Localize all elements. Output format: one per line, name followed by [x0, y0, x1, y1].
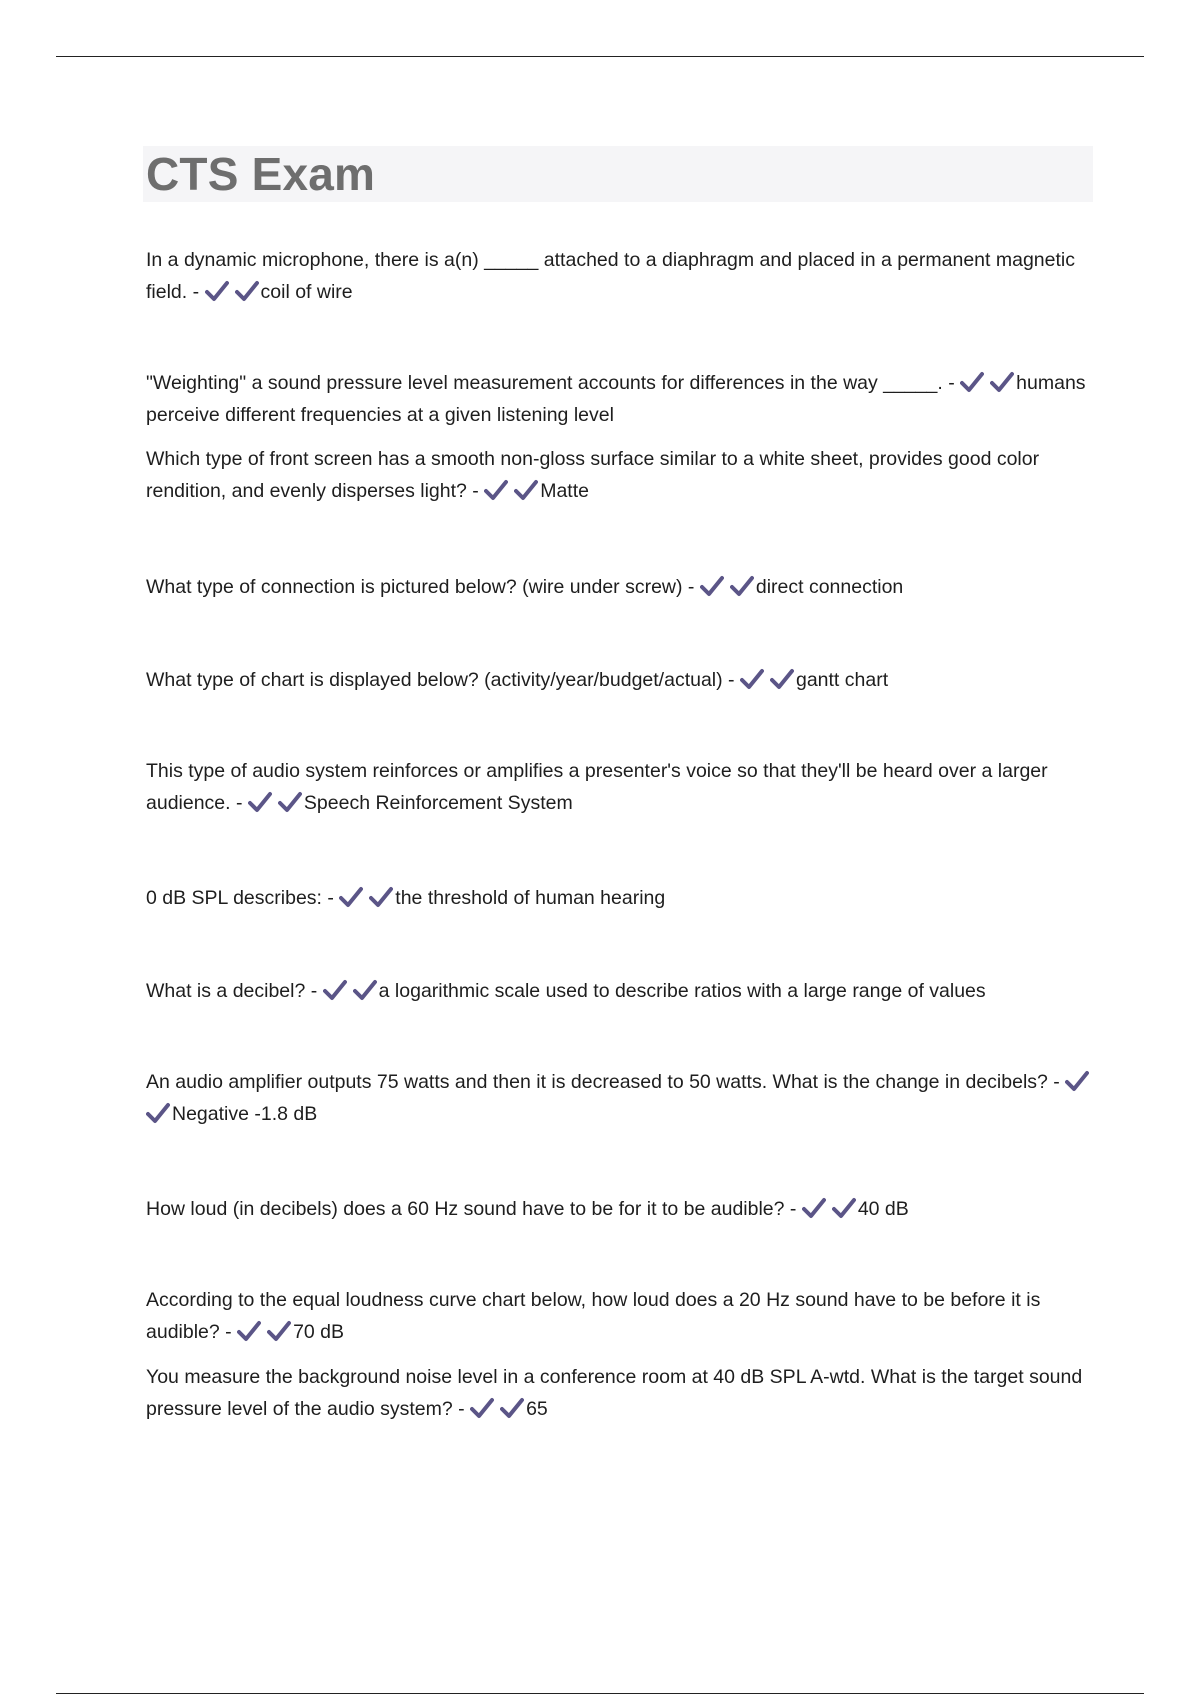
question-text: According to the equal loudness curve chart below, how loud does a 20 Hz sound have to be before it is audible? - — [146, 1289, 1041, 1343]
answer-text: Negative -1.8 dB — [172, 1103, 318, 1125]
check-icon — [205, 280, 229, 302]
answer-text: the threshold of human hearing — [395, 887, 666, 909]
check-icon — [470, 1397, 494, 1419]
question-text: You measure the background noise level in a conference room at 40 dB SPL A-wtd. What is the target sound pressure level of the audio system? - — [146, 1366, 1083, 1420]
qa-item-8 — [146, 975, 1096, 1007]
question-text: This type of audio system reinforces or amplifies a presenter's voice so that they'll be heard over a larger audience. - — [146, 760, 1048, 814]
check-icon — [500, 1397, 524, 1419]
check-icon — [235, 280, 259, 302]
page-title: CTS Exam — [146, 148, 376, 200]
qa-item-12 — [146, 1361, 1096, 1425]
question-text: What type of chart is displayed below? (activity/year/budget/actual) - — [146, 669, 735, 691]
check-icon — [740, 668, 764, 690]
answer-text: direct connection — [755, 576, 904, 598]
check-icon — [1065, 1070, 1089, 1092]
question-text: In a dynamic microphone, there is a(n) _____ attached to a diaphragm and placed in a permanent magnetic field. - — [146, 249, 1075, 303]
answer-text: Matte — [540, 480, 589, 502]
answer-text: 70 dB — [293, 1321, 345, 1343]
question-text: Which type of front screen has a smooth non-gloss surface similar to a white sheet, provides good color rendition, and evenly disperses light? - — [146, 448, 1040, 502]
check-icon — [514, 479, 538, 501]
check-icon — [146, 1102, 170, 1124]
qa-item-5 — [146, 664, 1096, 696]
answer-text: Speech Reinforcement System — [303, 792, 573, 814]
answer-text: a logarithmic scale used to describe ratios with a large range of values — [378, 980, 986, 1002]
qa-item-9 — [146, 1066, 1096, 1130]
answer-text: gantt chart — [795, 669, 889, 691]
check-icon — [700, 575, 724, 597]
question-text: An audio amplifier outputs 75 watts and then it is decreased to 50 watts. What is the change in decibels? - — [146, 1071, 1060, 1093]
qa-item-11 — [146, 1284, 1096, 1348]
check-icon — [339, 886, 363, 908]
qa-item-6 — [146, 755, 1096, 819]
check-icon — [248, 791, 272, 813]
check-icon — [323, 979, 347, 1001]
check-icon — [369, 886, 393, 908]
check-icon — [237, 1320, 261, 1342]
question-text: What type of connection is pictured below? (wire under screw) - — [146, 576, 695, 598]
question-text: 0 dB SPL describes: - — [146, 887, 334, 909]
answer-text: coil of wire — [260, 281, 353, 303]
check-icon — [802, 1197, 826, 1219]
check-icon — [960, 371, 984, 393]
qa-item-4 — [146, 571, 1096, 603]
check-icon — [730, 575, 754, 597]
qa-item-3 — [146, 443, 1096, 507]
answer-text: humans perceive different frequencies at a given listening level — [146, 372, 1086, 426]
check-icon — [990, 371, 1014, 393]
page-bottom-rule — [56, 1693, 1144, 1694]
qa-item-7 — [146, 882, 1096, 914]
page-top-rule — [56, 56, 1144, 57]
check-icon — [267, 1320, 291, 1342]
answer-text: 40 dB — [857, 1198, 909, 1220]
question-text: What is a decibel? - — [146, 980, 318, 1002]
check-icon — [770, 668, 794, 690]
question-text: How loud (in decibels) does a 60 Hz sound have to be for it to be audible? - — [146, 1198, 797, 1220]
qa-item-1 — [146, 244, 1096, 308]
check-icon — [278, 791, 302, 813]
check-icon — [353, 979, 377, 1001]
question-text: "Weighting" a sound pressure level measurement accounts for differences in the way _____. - — [146, 372, 955, 394]
check-icon — [484, 479, 508, 501]
qa-item-2 — [146, 367, 1096, 431]
qa-item-10 — [146, 1193, 1096, 1225]
check-icon — [832, 1197, 856, 1219]
answer-text: 65 — [526, 1398, 548, 1420]
